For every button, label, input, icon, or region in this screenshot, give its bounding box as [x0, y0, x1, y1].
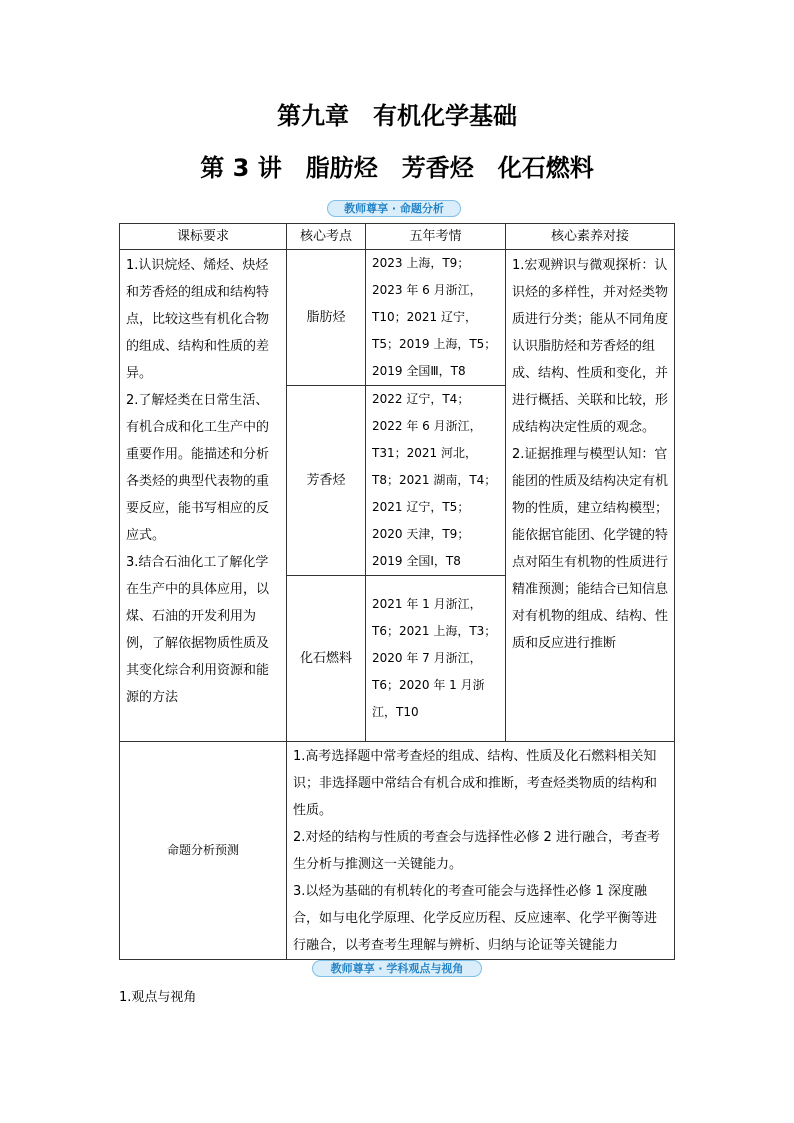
table-row — [120, 250, 675, 386]
header-literacy: 核心素养对接 — [506, 224, 675, 250]
curriculum-item-2: 2.了解烃类在日常生活、有机合成和化工生产中的重要作用。能描述和分析各类烃的典型代表物的重要反应，能书写相应的反应式。 — [126, 393, 270, 543]
exam-aliphatic: 2023 上海，T9；2023 年 6 月浙江，T10；2021 辽宁，T5；2019 上海，T5；2019 全国Ⅲ，T8 — [366, 250, 506, 386]
literacy-item-2: 2.证据推理与模型认知：官能团的性质及结构决定有机物的性质，建立结构模型；能依据官能团、化学键的特点对陌生有机物的性质进行精准预测；能结合已知信息对有机物的组成、结构、性质和反应进行推断 — [512, 447, 669, 651]
forecast-label: 命题分析预测 — [120, 742, 287, 960]
topic-aromatic: 芳香烃 — [287, 386, 366, 576]
topic-aliphatic: 脂肪烃 — [287, 250, 366, 386]
forecast-cell — [287, 742, 675, 960]
chapter-title: 第九章 有机化学基础 — [277, 102, 517, 130]
forecast-item-1: 1.高考选择题中常考查烃的组成、结构、性质及化石燃料相关知识；非选择题中常结合有机合成和推断，考查烃类物质的结构和性质。 — [293, 749, 658, 818]
exam-aromatic: 2022 辽宁，T4；2022 年 6 月浙江，T31；2021 河北，T8；2021 湖南，T4；2021 辽宁，T5；2020 天津，T9；2019 全国Ⅰ，T8 — [366, 386, 506, 576]
header-exam: 五年考情 — [366, 224, 506, 250]
literacy-cell — [506, 250, 675, 742]
forecast-item-3: 3.以烃为基础的有机转化的考查可能会与选择性必修 1 深度融合，如与电化学原理、化学反应历程、反应速率、化学平衡等进行融合，以考查考生理解与辨析、归纳与论证等关键能力 — [293, 884, 658, 953]
header-topic: 核心考点 — [287, 224, 366, 250]
section-heading-viewpoint: 1.观点与视角 — [119, 990, 197, 1005]
table-header-row — [120, 224, 675, 250]
header-curriculum: 课标要求 — [120, 224, 287, 250]
lesson-title: 第 3 讲 脂肪烃 芳香烃 化石燃料 — [200, 154, 594, 182]
teacher-banner-analysis: 教师尊享 · 命题分析 — [327, 200, 461, 217]
topic-fossil-fuel: 化石燃料 — [287, 576, 366, 742]
exam-fossil-fuel: 2021 年 1 月浙江，T6；2021 上海，T3；2020 年 7 月浙江，T6；2020 年 1 月浙江，T10 — [366, 576, 506, 742]
curriculum-item-3: 3.结合石油化工了解化学在生产中的具体应用，以煤、石油的开发利用为例，了解依据物质性质及其变化综合利用资源和能源的方法 — [126, 555, 270, 705]
literacy-item-1: 1.宏观辨识与微观探析：认识烃的多样性，并对烃类物质进行分类；能从不同角度认识脂肪烃和芳香烃的组成、结构、性质和变化，并进行概括、关联和比较，形成结构决定性质的观念。 — [512, 258, 669, 435]
table-row — [120, 742, 675, 960]
forecast-item-2: 2.对烃的结构与性质的考查会与选择性必修 2 进行融合，考查考生分析与推测这一关键能力。 — [293, 830, 660, 872]
curriculum-table — [119, 223, 675, 960]
curriculum-item-1: 1.认识烷烃、烯烃、炔烃和芳香烃的组成和结构特点，比较这些有机化合物的组成、结构和性质的差异。 — [126, 258, 270, 381]
curriculum-cell — [120, 250, 287, 742]
teacher-banner-viewpoint: 教师尊享 · 学科观点与视角 — [312, 960, 482, 977]
